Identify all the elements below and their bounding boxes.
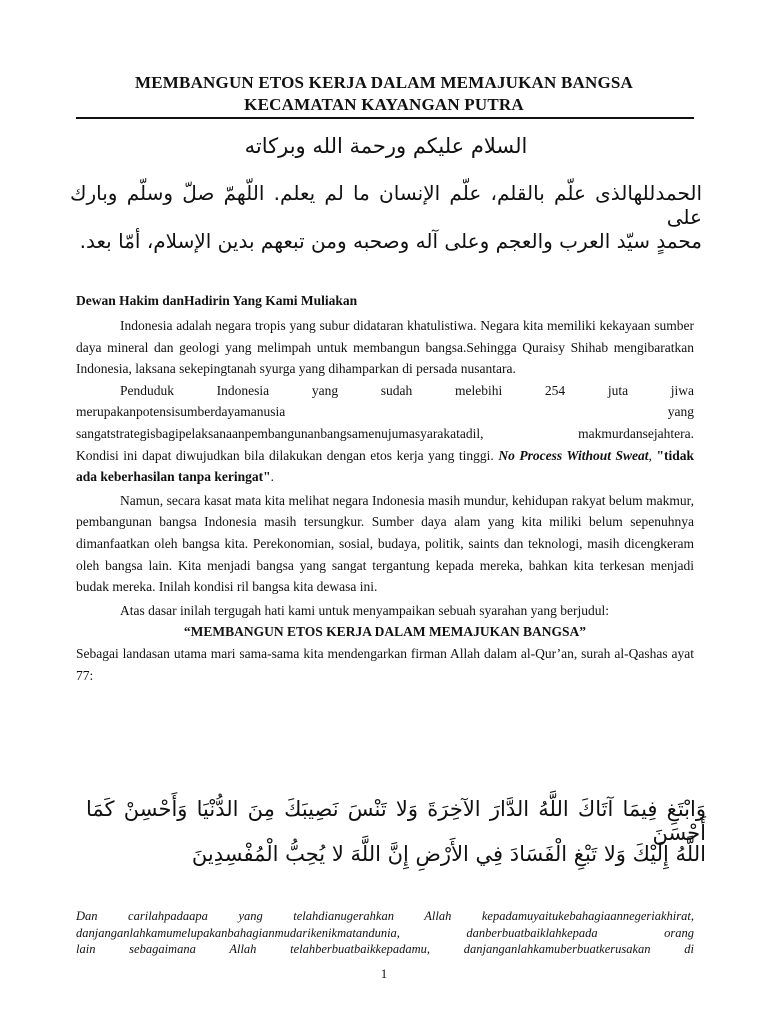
arabic-opening-line2: محمدٍ سيّد العرب والعجم وعلى آله وصحبه ومن تبعهم بدين الإسلام، أمّا بعد. (79, 229, 702, 253)
paragraph-2-comma: , (648, 447, 657, 463)
translation-line2: danjanganlahkamumelupakanbahagianmudarikenikmatandunia, danberbuatbaiklahkepada orang (76, 925, 694, 940)
paragraph-2-line1: Penduduk Indonesia yang sudah melebihi 254 juta jiwa (120, 382, 694, 398)
emphasis-phrase: No Process Without Sweat (498, 447, 649, 463)
paragraph-2-text: Kondisi ini dapat diwujudkan bila dilakukan dengan etos kerja yang tinggi. (76, 447, 499, 463)
paragraph-2-line2: merupakanpotensisumberdayamanusia yang (76, 404, 694, 420)
body-text (76, 315, 694, 686)
paragraph-4: Atas dasar inilah tergugah hati kami untuk menyampaikan sebuah syarahan yang berjudul: (120, 602, 609, 618)
quran-verse-line1: وَابْتَغِ فِيمَا آتَاكَ اللَّهُ الدَّارَ الآخِرَةَ وَلا تَنْسَ نَصِيبَكَ مِنَ الدُّنْيَا وَأَحْسِنْ كَمَا أَحْسَنَ (86, 797, 706, 845)
page-number: 1 (380, 966, 388, 981)
document-title-line1: MEMBANGUN ETOS KERJA DALAM MEMAJUKAN BANGSA (135, 73, 633, 92)
paragraph-2-end: . (270, 469, 275, 485)
translation-line1: Dan carilahpadaapa yang telahdianugerahkan Allah kepadamuyaitukebahagiaannegeriakhirat, (76, 909, 694, 923)
translation-line3: lain sebagaimana Allah telahberbuatbaikkepadamu, danjanganlahkamuberbuatkerusakan di (76, 942, 694, 956)
translation-block (76, 908, 694, 958)
paragraph-2-line3: sangatstrategisbagipelaksanaanpembangunanbangsamenujumasyarakatadil, makmurdansejahtera. (76, 425, 694, 441)
document-title-line2: KECAMATAN KAYANGAN PUTRA (244, 95, 524, 114)
paragraph-3: Namun, secara kasat mata kita melihat negara Indonesia masih mundur, kehidupan rakyat belum makmur, pembangunan bangsa Indonesia masih tersungkur. Sumber daya alam yang kita miliki belum sepenuhnya dimanfaatkan oleh bangsa kita. Perekonomian, sosial, budaya, politik, saints dan teknologi, masih dicengkeram oleh bangsa lain. Kita menjadi bangsa yang sangat tergantung kepada mereka, bahkan kita terkesan menjadi budak mereka. Inilah kondisi ril bangsa kita dewasa ini. (76, 492, 694, 595)
speech-title: “MEMBANGUN ETOS KERJA DALAM MEMAJUKAN BANGSA” (183, 624, 587, 640)
quran-verse-line2: اللَّهُ إِلَيْكَ وَلا تَبْغِ الْفَسَادَ فِي الأَرْضِ إِنَّ اللَّهَ لا يُحِبُّ الْمُفْسِدِينَ (191, 842, 706, 866)
arabic-salam: السلام عليكم ورحمة الله وبركاته (244, 134, 528, 158)
title-underline (76, 117, 694, 119)
paragraph-1: Indonesia adalah negara tropis yang subur didataran khatulistiwa. Negara kita memiliki kekayaan sumber daya mineral dan geologi yang melimpah untuk membangun bangsa.Sehingga Quraisy Shihab mengibaratkan Indonesia, laksana sekepingtanah syurga yang dihamparkan di persada nusantara. (76, 318, 694, 377)
paragraph-2-line4 (76, 445, 694, 488)
greeting-heading: Dewan Hakim danHadirin Yang Kami Muliakan (76, 293, 358, 308)
quote-bold: "tidak ada keberhasilan tanpa keringat" (76, 447, 695, 485)
arabic-opening-line1: الحمدللهالذى علّم بالقلم، علّم الإنسان ما لم يعلم. اللّهمّ صلّ وسلّم وبارك على (70, 181, 702, 229)
paragraph-5: Sebagai landasan utama mari sama-sama kita mendengarkan firman Allah dalam al-Qur’an, surah al-Qashas ayat 77: (76, 645, 694, 683)
